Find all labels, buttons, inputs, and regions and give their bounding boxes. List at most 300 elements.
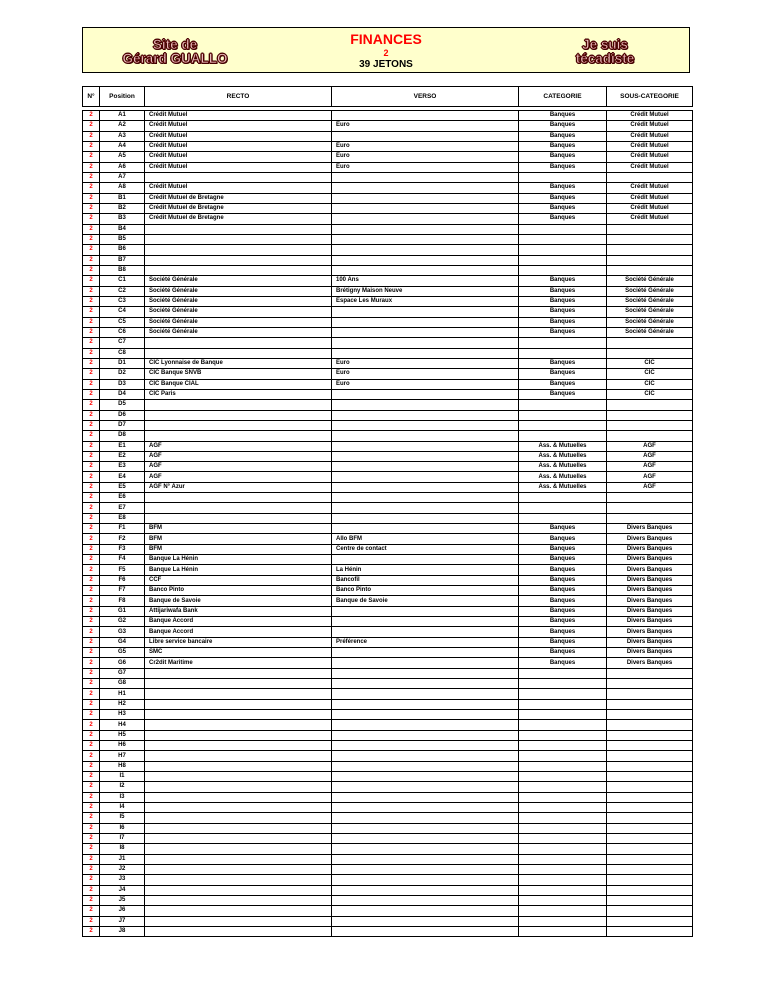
table-row bbox=[83, 637, 693, 647]
cell-verso: Espace Les Muraux bbox=[332, 296, 519, 306]
table-row bbox=[83, 544, 693, 554]
table-row bbox=[83, 627, 693, 637]
cell-number: 2 bbox=[83, 895, 100, 905]
cell-verso: 100 Ans bbox=[332, 276, 519, 286]
table-row bbox=[83, 751, 693, 761]
cell-category: Banques bbox=[519, 596, 607, 606]
cell-category bbox=[519, 885, 607, 895]
cell-number: 2 bbox=[83, 245, 100, 255]
cell-position: D6 bbox=[100, 410, 145, 420]
column-header-category: CATEGORIE bbox=[519, 87, 607, 107]
cell-recto bbox=[145, 699, 332, 709]
cell-number: 2 bbox=[83, 586, 100, 596]
table-row bbox=[83, 162, 693, 172]
cell-recto: Banque La Hénin bbox=[145, 565, 332, 575]
logo-right-line-1: Je suis bbox=[582, 37, 628, 52]
cell-number: 2 bbox=[83, 234, 100, 244]
cell-position: I4 bbox=[100, 802, 145, 812]
cell-category bbox=[519, 895, 607, 905]
cell-number: 2 bbox=[83, 844, 100, 854]
cell-recto bbox=[145, 503, 332, 513]
cell-verso bbox=[332, 131, 519, 141]
cell-category bbox=[519, 679, 607, 689]
cell-position: B3 bbox=[100, 214, 145, 224]
cell-position: A6 bbox=[100, 162, 145, 172]
cell-subcategory bbox=[607, 864, 693, 874]
table-row bbox=[83, 111, 693, 121]
cell-category bbox=[519, 792, 607, 802]
table-row bbox=[83, 720, 693, 730]
cell-number: 2 bbox=[83, 400, 100, 410]
cell-category bbox=[519, 338, 607, 348]
cell-position: J4 bbox=[100, 885, 145, 895]
cell-recto bbox=[145, 234, 332, 244]
cell-position: G6 bbox=[100, 658, 145, 668]
cell-position: C6 bbox=[100, 327, 145, 337]
cell-subcategory bbox=[607, 431, 693, 441]
cell-recto bbox=[145, 802, 332, 812]
cell-recto: Société Générale bbox=[145, 307, 332, 317]
cell-category: Banques bbox=[519, 141, 607, 151]
cell-recto bbox=[145, 926, 332, 936]
cell-recto: CIC Banque SNVB bbox=[145, 369, 332, 379]
cell-verso: Centre de contact bbox=[332, 544, 519, 554]
cell-number: 2 bbox=[83, 183, 100, 193]
cell-position: H3 bbox=[100, 710, 145, 720]
cell-verso: Euro bbox=[332, 379, 519, 389]
table-row bbox=[83, 596, 693, 606]
cell-position: H4 bbox=[100, 720, 145, 730]
cell-number: 2 bbox=[83, 617, 100, 627]
page-title: FINANCES bbox=[350, 31, 422, 47]
cell-recto: AGF bbox=[145, 472, 332, 482]
cell-category bbox=[519, 503, 607, 513]
cell-category bbox=[519, 730, 607, 740]
cell-position: F5 bbox=[100, 565, 145, 575]
cell-recto: Société Générale bbox=[145, 296, 332, 306]
cell-subcategory: CIC bbox=[607, 358, 693, 368]
cell-category bbox=[519, 854, 607, 864]
table-row bbox=[83, 648, 693, 658]
cell-verso bbox=[332, 627, 519, 637]
cell-verso bbox=[332, 389, 519, 399]
cell-verso bbox=[332, 668, 519, 678]
cell-category: Ass. & Mutuelles bbox=[519, 472, 607, 482]
cell-recto: Attijariwafa Bank bbox=[145, 606, 332, 616]
cell-number: 2 bbox=[83, 720, 100, 730]
cell-category bbox=[519, 224, 607, 234]
cell-number: 2 bbox=[83, 462, 100, 472]
cell-position: H8 bbox=[100, 761, 145, 771]
cell-category: Banques bbox=[519, 389, 607, 399]
cell-subcategory: Divers Banques bbox=[607, 544, 693, 554]
cell-number: 2 bbox=[83, 503, 100, 513]
cell-recto: Société Générale bbox=[145, 317, 332, 327]
cell-position: F8 bbox=[100, 596, 145, 606]
cell-category bbox=[519, 710, 607, 720]
cell-category bbox=[519, 668, 607, 678]
cell-recto: CIC Paris bbox=[145, 389, 332, 399]
cell-number: 2 bbox=[83, 761, 100, 771]
cell-recto bbox=[145, 906, 332, 916]
cell-subcategory bbox=[607, 234, 693, 244]
cell-verso bbox=[332, 823, 519, 833]
cell-number: 2 bbox=[83, 379, 100, 389]
cell-category: Banques bbox=[519, 121, 607, 131]
cell-verso bbox=[332, 307, 519, 317]
cell-verso bbox=[332, 245, 519, 255]
cell-position: F3 bbox=[100, 544, 145, 554]
cell-recto bbox=[145, 875, 332, 885]
cell-subcategory: Divers Banques bbox=[607, 586, 693, 596]
cell-number: 2 bbox=[83, 689, 100, 699]
cell-category bbox=[519, 844, 607, 854]
table-row bbox=[83, 203, 693, 213]
cell-category: Banques bbox=[519, 565, 607, 575]
cell-number: 2 bbox=[83, 679, 100, 689]
cell-verso: Bancofil bbox=[332, 575, 519, 585]
table-row bbox=[83, 864, 693, 874]
table-row bbox=[83, 926, 693, 936]
cell-position: A1 bbox=[100, 111, 145, 121]
cell-recto bbox=[145, 431, 332, 441]
table-row bbox=[83, 441, 693, 451]
cell-subcategory bbox=[607, 400, 693, 410]
cell-recto bbox=[145, 668, 332, 678]
cell-category: Ass. & Mutuelles bbox=[519, 451, 607, 461]
cell-position: H1 bbox=[100, 689, 145, 699]
cell-verso bbox=[332, 854, 519, 864]
table-row bbox=[83, 606, 693, 616]
cell-verso bbox=[332, 327, 519, 337]
cell-category bbox=[519, 906, 607, 916]
cell-category bbox=[519, 864, 607, 874]
cell-recto: CCF bbox=[145, 575, 332, 585]
cell-number: 2 bbox=[83, 265, 100, 275]
cell-verso: Euro bbox=[332, 162, 519, 172]
cell-position: B1 bbox=[100, 193, 145, 203]
cell-subcategory bbox=[607, 844, 693, 854]
cell-subcategory: Société Générale bbox=[607, 276, 693, 286]
cell-number: 2 bbox=[83, 730, 100, 740]
cell-verso bbox=[332, 493, 519, 503]
cell-number: 2 bbox=[83, 813, 100, 823]
cell-recto: CIC Lyonnaise de Banque bbox=[145, 358, 332, 368]
table-row bbox=[83, 420, 693, 430]
cell-category bbox=[519, 400, 607, 410]
cell-category bbox=[519, 823, 607, 833]
cell-recto: Société Générale bbox=[145, 276, 332, 286]
cell-verso bbox=[332, 462, 519, 472]
table-row bbox=[83, 348, 693, 358]
cell-category bbox=[519, 833, 607, 843]
cell-category bbox=[519, 420, 607, 430]
cell-subcategory: Crédit Mutuel bbox=[607, 183, 693, 193]
cell-verso bbox=[332, 234, 519, 244]
cell-subcategory: Divers Banques bbox=[607, 555, 693, 565]
cell-verso bbox=[332, 255, 519, 265]
cell-subcategory bbox=[607, 679, 693, 689]
table-row bbox=[83, 296, 693, 306]
cell-position: G5 bbox=[100, 648, 145, 658]
cell-category bbox=[519, 720, 607, 730]
cell-subcategory bbox=[607, 895, 693, 905]
cell-position: D3 bbox=[100, 379, 145, 389]
table-row bbox=[83, 358, 693, 368]
table-row bbox=[83, 410, 693, 420]
cell-verso bbox=[332, 224, 519, 234]
header-box bbox=[82, 27, 690, 73]
cell-number: 2 bbox=[83, 741, 100, 751]
cell-number: 2 bbox=[83, 317, 100, 327]
table-row bbox=[83, 730, 693, 740]
table-row bbox=[83, 895, 693, 905]
cell-subcategory: Divers Banques bbox=[607, 524, 693, 534]
cell-recto bbox=[145, 782, 332, 792]
table-row bbox=[83, 802, 693, 812]
cell-verso bbox=[332, 617, 519, 627]
cell-category: Ass. & Mutuelles bbox=[519, 441, 607, 451]
cell-recto bbox=[145, 720, 332, 730]
cell-subcategory: Divers Banques bbox=[607, 658, 693, 668]
cell-subcategory: Société Générale bbox=[607, 317, 693, 327]
table-row bbox=[83, 916, 693, 926]
column-header-verso: VERSO bbox=[332, 87, 519, 107]
cell-category bbox=[519, 751, 607, 761]
cell-recto: Société Générale bbox=[145, 286, 332, 296]
cell-number: 2 bbox=[83, 854, 100, 864]
cell-category bbox=[519, 875, 607, 885]
cell-verso bbox=[332, 813, 519, 823]
cell-verso: La Hénin bbox=[332, 565, 519, 575]
cell-subcategory: Crédit Mutuel bbox=[607, 193, 693, 203]
cell-verso bbox=[332, 761, 519, 771]
cell-position: A7 bbox=[100, 172, 145, 182]
table-row bbox=[83, 451, 693, 461]
cell-category: Banques bbox=[519, 606, 607, 616]
table-row bbox=[83, 317, 693, 327]
cell-subcategory bbox=[607, 224, 693, 234]
cell-number: 2 bbox=[83, 916, 100, 926]
cell-recto: Libre service bancaire bbox=[145, 637, 332, 647]
cell-verso bbox=[332, 111, 519, 121]
cell-recto: Banque Accord bbox=[145, 627, 332, 637]
cell-recto bbox=[145, 710, 332, 720]
cell-verso bbox=[332, 679, 519, 689]
table-row bbox=[83, 338, 693, 348]
cell-verso bbox=[332, 451, 519, 461]
cell-subcategory: AGF bbox=[607, 482, 693, 492]
cell-recto: Crédit Mutuel bbox=[145, 141, 332, 151]
table-row bbox=[83, 854, 693, 864]
cell-number: 2 bbox=[83, 864, 100, 874]
token-count: 39 JETONS bbox=[359, 59, 413, 70]
cell-subcategory bbox=[607, 730, 693, 740]
table-row bbox=[83, 710, 693, 720]
cell-subcategory bbox=[607, 813, 693, 823]
cell-recto bbox=[145, 513, 332, 523]
cell-number: 2 bbox=[83, 152, 100, 162]
cell-category: Banques bbox=[519, 617, 607, 627]
cell-category: Ass. & Mutuelles bbox=[519, 462, 607, 472]
cell-position: G4 bbox=[100, 637, 145, 647]
cell-recto: Cr2dit Maritime bbox=[145, 658, 332, 668]
cell-number: 2 bbox=[83, 307, 100, 317]
table-row bbox=[83, 823, 693, 833]
cell-number: 2 bbox=[83, 431, 100, 441]
cell-category: Banques bbox=[519, 327, 607, 337]
cell-subcategory: Divers Banques bbox=[607, 565, 693, 575]
cell-position: D2 bbox=[100, 369, 145, 379]
cell-verso bbox=[332, 482, 519, 492]
cell-number: 2 bbox=[83, 276, 100, 286]
table-row bbox=[83, 389, 693, 399]
cell-subcategory: Crédit Mutuel bbox=[607, 141, 693, 151]
cell-number: 2 bbox=[83, 751, 100, 761]
cell-verso bbox=[332, 214, 519, 224]
cell-verso bbox=[332, 410, 519, 420]
cell-verso bbox=[332, 741, 519, 751]
cell-verso bbox=[332, 885, 519, 895]
cell-number: 2 bbox=[83, 648, 100, 658]
cell-subcategory: Divers Banques bbox=[607, 627, 693, 637]
cell-number: 2 bbox=[83, 524, 100, 534]
cell-subcategory: Divers Banques bbox=[607, 534, 693, 544]
cell-subcategory: CIC bbox=[607, 379, 693, 389]
cell-position: J2 bbox=[100, 864, 145, 874]
cell-subcategory: Société Générale bbox=[607, 327, 693, 337]
cell-position: D5 bbox=[100, 400, 145, 410]
cell-position: J3 bbox=[100, 875, 145, 885]
cell-subcategory: Divers Banques bbox=[607, 637, 693, 647]
cell-category: Banques bbox=[519, 555, 607, 565]
cell-category bbox=[519, 761, 607, 771]
cell-position: H6 bbox=[100, 741, 145, 751]
cell-position: A2 bbox=[100, 121, 145, 131]
cell-position: B5 bbox=[100, 234, 145, 244]
cell-number: 2 bbox=[83, 544, 100, 554]
cell-subcategory bbox=[607, 792, 693, 802]
cell-number: 2 bbox=[83, 596, 100, 606]
table-row bbox=[83, 565, 693, 575]
cell-verso bbox=[332, 513, 519, 523]
cell-verso bbox=[332, 606, 519, 616]
cell-number: 2 bbox=[83, 565, 100, 575]
cell-number: 2 bbox=[83, 493, 100, 503]
cell-verso bbox=[332, 895, 519, 905]
cell-recto: Banco Pinto bbox=[145, 586, 332, 596]
table-row bbox=[83, 555, 693, 565]
cell-recto: BFM bbox=[145, 544, 332, 554]
cell-position: J5 bbox=[100, 895, 145, 905]
table-row bbox=[83, 689, 693, 699]
table-row bbox=[83, 679, 693, 689]
cell-position: D1 bbox=[100, 358, 145, 368]
cell-number: 2 bbox=[83, 575, 100, 585]
cell-number: 2 bbox=[83, 833, 100, 843]
cell-category bbox=[519, 689, 607, 699]
cell-number: 2 bbox=[83, 203, 100, 213]
cell-recto bbox=[145, 885, 332, 895]
cell-recto bbox=[145, 679, 332, 689]
cell-recto: Banque de Savoie bbox=[145, 596, 332, 606]
cell-position: J7 bbox=[100, 916, 145, 926]
cell-subcategory: Divers Banques bbox=[607, 575, 693, 585]
cell-recto bbox=[145, 420, 332, 430]
cell-recto: Crédit Mutuel bbox=[145, 152, 332, 162]
cell-subcategory bbox=[607, 689, 693, 699]
cell-number: 2 bbox=[83, 420, 100, 430]
cell-verso bbox=[332, 802, 519, 812]
cell-verso bbox=[332, 317, 519, 327]
cell-number: 2 bbox=[83, 286, 100, 296]
table-row bbox=[83, 265, 693, 275]
cell-verso: Euro bbox=[332, 369, 519, 379]
table-row bbox=[83, 792, 693, 802]
cell-recto: AGF bbox=[145, 451, 332, 461]
cell-category bbox=[519, 741, 607, 751]
cell-category: Banques bbox=[519, 214, 607, 224]
cell-position: D8 bbox=[100, 431, 145, 441]
table-row bbox=[83, 513, 693, 523]
cell-verso bbox=[332, 710, 519, 720]
cell-category: Banques bbox=[519, 276, 607, 286]
cell-recto bbox=[145, 410, 332, 420]
cell-number: 2 bbox=[83, 348, 100, 358]
cell-category: Banques bbox=[519, 648, 607, 658]
cell-subcategory bbox=[607, 833, 693, 843]
table-row bbox=[83, 462, 693, 472]
cell-subcategory bbox=[607, 854, 693, 864]
cell-recto bbox=[145, 813, 332, 823]
cell-recto bbox=[145, 255, 332, 265]
cell-subcategory: Crédit Mutuel bbox=[607, 214, 693, 224]
cell-recto bbox=[145, 751, 332, 761]
cell-subcategory: Divers Banques bbox=[607, 648, 693, 658]
cell-verso bbox=[332, 431, 519, 441]
cell-subcategory bbox=[607, 493, 693, 503]
cell-subcategory bbox=[607, 172, 693, 182]
cell-subcategory: CIC bbox=[607, 389, 693, 399]
cell-subcategory: Société Générale bbox=[607, 296, 693, 306]
cell-position: C7 bbox=[100, 338, 145, 348]
cell-verso bbox=[332, 875, 519, 885]
cell-number: 2 bbox=[83, 131, 100, 141]
cell-verso bbox=[332, 338, 519, 348]
cell-position: B2 bbox=[100, 203, 145, 213]
cell-subcategory: Divers Banques bbox=[607, 596, 693, 606]
cell-number: 2 bbox=[83, 472, 100, 482]
cell-recto bbox=[145, 823, 332, 833]
cell-subcategory bbox=[607, 245, 693, 255]
cell-verso bbox=[332, 555, 519, 565]
cell-subcategory: AGF bbox=[607, 472, 693, 482]
cell-verso: Préférence bbox=[332, 637, 519, 647]
table-row bbox=[83, 276, 693, 286]
cell-subcategory bbox=[607, 348, 693, 358]
cell-recto bbox=[145, 224, 332, 234]
cell-position: E6 bbox=[100, 493, 145, 503]
cell-category: Banques bbox=[519, 524, 607, 534]
cell-subcategory: Société Générale bbox=[607, 307, 693, 317]
logo-left-line-2: Gérard GUALLO bbox=[122, 51, 228, 66]
cell-position: D7 bbox=[100, 420, 145, 430]
cell-number: 2 bbox=[83, 710, 100, 720]
cell-recto bbox=[145, 854, 332, 864]
cell-position: E4 bbox=[100, 472, 145, 482]
cell-number: 2 bbox=[83, 369, 100, 379]
cell-number: 2 bbox=[83, 668, 100, 678]
